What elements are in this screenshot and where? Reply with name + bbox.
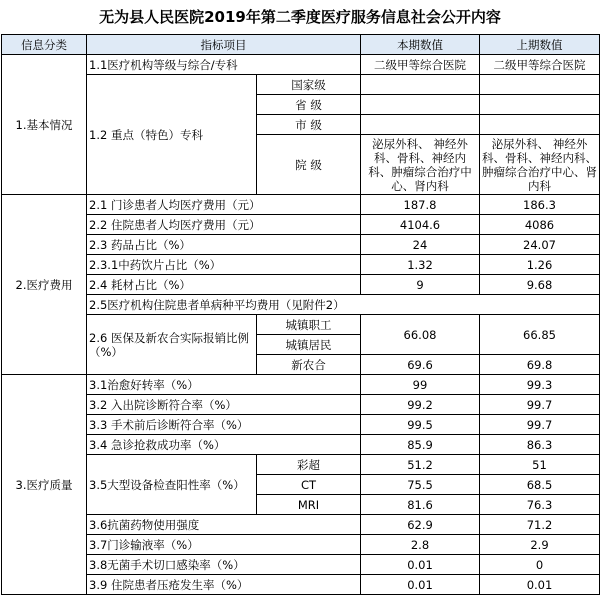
table-row [2, 75, 600, 95]
current-value: 62.9 [361, 515, 480, 535]
previous-value: 0 [480, 555, 600, 575]
previous-value: 68.5 [480, 475, 600, 495]
category-cost: 2.医疗费用 [2, 195, 87, 375]
item-label: 2.3.1中药饮片占比（%） [87, 255, 361, 275]
current-value: 4104.6 [361, 215, 480, 235]
device-color-doppler: 彩超 [257, 455, 361, 475]
previous-value [480, 115, 600, 135]
grade-provincial: 省 级 [257, 95, 361, 115]
table-row [2, 575, 600, 595]
current-value: 81.6 [361, 495, 480, 515]
table-row [2, 255, 600, 275]
page-title: 无为县人民医院2019年第二季度医疗服务信息社会公开内容 [99, 8, 501, 26]
table-row [2, 215, 600, 235]
previous-value: 2.9 [480, 535, 600, 555]
current-value: 99.2 [361, 395, 480, 415]
device-mri: MRI [257, 495, 361, 515]
table-row [2, 375, 600, 395]
info-table [1, 34, 600, 595]
previous-value: 69.8 [480, 355, 600, 375]
table-row [2, 555, 600, 575]
previous-value: 86.3 [480, 435, 600, 455]
item-label: 2.2 住院患者人均医疗费用（元） [87, 215, 361, 235]
current-value: 24 [361, 235, 480, 255]
current-value: 69.6 [361, 355, 480, 375]
item-label: 3.9 住院患者压疮发生率（%） [87, 575, 361, 595]
item-label: 3.5大型设备检查阳性率（%） [87, 455, 257, 515]
current-value: 75.5 [361, 475, 480, 495]
header-category: 信息分类 [2, 35, 87, 55]
item-label: 3.4 急诊抢救成功率（%） [87, 435, 361, 455]
previous-value: 51 [480, 455, 600, 475]
item-label: 3.2 入出院诊断符合率（%） [87, 395, 361, 415]
item-label: 2.6 医保及新农合实际报销比例（%） [87, 315, 257, 375]
current-value: 1.32 [361, 255, 480, 275]
previous-value: 186.3 [480, 195, 600, 215]
previous-value: 9.68 [480, 275, 600, 295]
grade-hospital: 院 级 [257, 135, 361, 195]
previous-value: 99.3 [480, 375, 600, 395]
table-row [2, 275, 600, 295]
current-value [361, 115, 480, 135]
item-label: 3.8无菌手术切口感染率（%） [87, 555, 361, 575]
header-previous: 上期数值 [480, 35, 600, 55]
insurance-urban-resident: 城镇居民 [257, 335, 361, 355]
grade-national: 国家级 [257, 75, 361, 95]
current-value: 0.01 [361, 575, 480, 595]
current-value: 2.8 [361, 535, 480, 555]
item-label: 2.5医疗机构住院患者单病种平均费用（见附件2） [87, 295, 600, 315]
current-value: 99.5 [361, 415, 480, 435]
item-label: 3.7门诊输液率（%） [87, 535, 361, 555]
table-row [2, 515, 600, 535]
table-row [2, 395, 600, 415]
table-row [2, 435, 600, 455]
current-value: 泌尿外科、 神经外科、骨科、神经内科、肿瘤综合治疗中心、肾内科 [361, 135, 480, 195]
previous-value [480, 75, 600, 95]
device-ct: CT [257, 475, 361, 495]
header-current: 本期数值 [361, 35, 480, 55]
table-row [2, 315, 600, 335]
previous-value: 99.7 [480, 395, 600, 415]
header-row [2, 35, 600, 55]
item-label: 2.4 耗材占比（%） [87, 275, 361, 295]
item-label: 2.3 药品占比（%） [87, 235, 361, 255]
previous-value: 99.7 [480, 415, 600, 435]
table-row [2, 415, 600, 435]
category-basic: 1.基本情况 [2, 55, 87, 195]
item-label: 1.2 重点（特色）专科 [87, 75, 257, 195]
previous-value: 4086 [480, 215, 600, 235]
item-label: 3.1治愈好转率（%） [87, 375, 361, 395]
current-value [361, 75, 480, 95]
previous-value: 泌尿外科、 神经外科、骨科、神经内科、肿瘤综合治疗中心、肾内科 [480, 135, 600, 195]
grade-city: 市 级 [257, 115, 361, 135]
current-value: 66.08 [361, 315, 480, 355]
item-label: 1.1医疗机构等级与综合/专科 [87, 55, 361, 75]
insurance-urban-worker: 城镇职工 [257, 315, 361, 335]
current-value: 85.9 [361, 435, 480, 455]
previous-value: 71.2 [480, 515, 600, 535]
current-value: 51.2 [361, 455, 480, 475]
table-row [2, 195, 600, 215]
table-row [2, 295, 600, 315]
previous-value: 66.85 [480, 315, 600, 355]
item-label: 2.1 门诊患者人均医疗费用（元） [87, 195, 361, 215]
current-value: 187.8 [361, 195, 480, 215]
previous-value: 1.26 [480, 255, 600, 275]
previous-value: 24.07 [480, 235, 600, 255]
previous-value: 二级甲等综合医院 [480, 55, 600, 75]
table-row [2, 455, 600, 475]
category-quality: 3.医疗质量 [2, 375, 87, 595]
previous-value: 0.01 [480, 575, 600, 595]
current-value: 0.01 [361, 555, 480, 575]
previous-value: 76.3 [480, 495, 600, 515]
previous-value [480, 95, 600, 115]
header-item: 指标项目 [87, 35, 361, 55]
table-row [2, 535, 600, 555]
insurance-ncms: 新农合 [257, 355, 361, 375]
item-label: 3.6抗菌药物使用强度 [87, 515, 361, 535]
item-label: 3.3 手术前后诊断符合率（%） [87, 415, 361, 435]
current-value: 9 [361, 275, 480, 295]
table-row [2, 235, 600, 255]
current-value: 二级甲等综合医院 [361, 55, 480, 75]
current-value: 99 [361, 375, 480, 395]
table-row [2, 55, 600, 75]
current-value [361, 95, 480, 115]
